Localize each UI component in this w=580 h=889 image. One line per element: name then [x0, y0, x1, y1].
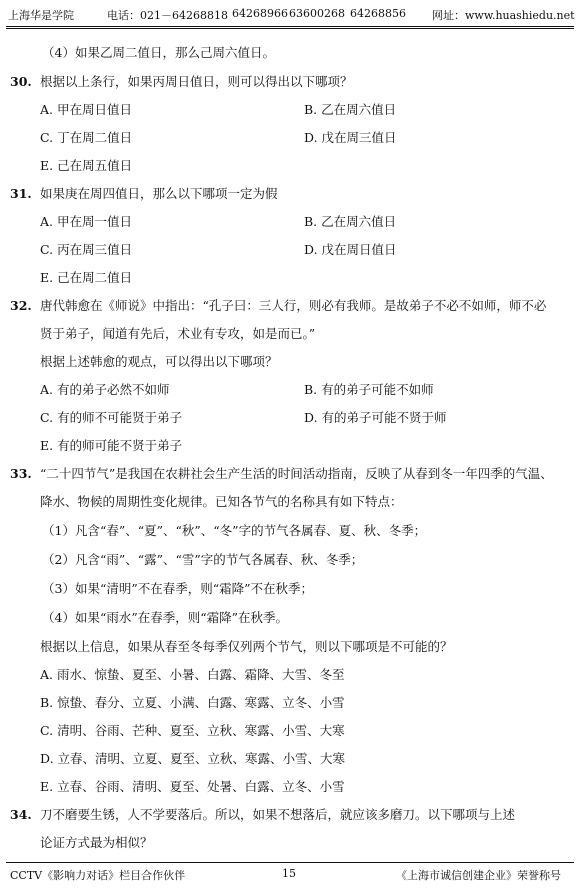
option-a: A. 甲在周一值日: [40, 214, 132, 229]
condition-1: （1）凡含“春”、“夏”、“秋”、“冬”字的节气各属春、夏、秋、冬季；: [42, 523, 427, 538]
header-phone-3: 63600268: [289, 7, 345, 20]
option-a: A. 雨水、惊蛰、夏至、小暑、白露、霜降、大雪、冬至: [40, 667, 345, 682]
question-stem: “二十四节气”是我国在农耕社会生产生活的时间活动指南，反映了从春到冬一年四季的气温、: [40, 466, 553, 481]
header-phone-2: 64268966: [232, 7, 288, 20]
footer-rule: [6, 862, 574, 863]
question-prompt: 根据以上信息，如果从春至冬每季仅列两个节气，则以下哪项是不可能的？: [40, 639, 453, 654]
condition-3: （3）如果“清明”不在春季，则“霜降”不在秋季；: [42, 581, 314, 596]
question-number: 32.: [10, 298, 32, 313]
option-e: E. 立春、谷雨、清明、夏至、处暑、白露、立冬、小雪: [40, 779, 345, 794]
page-header: [0, 0, 580, 30]
option-c: C. 丁在周二值日: [40, 130, 133, 145]
prev-condition: （4）如果乙周二值日，那么己周六值日。: [42, 45, 275, 60]
header-rule: [6, 26, 574, 27]
option-c: C. 清明、谷雨、芒种、夏至、立秋、寒露、小雪、大寒: [40, 723, 345, 738]
page-number: 15: [282, 867, 296, 880]
option-c: C. 有的师不可能贤于弟子: [40, 410, 183, 425]
option-d: D. 有的弟子可能不贤于师: [304, 410, 447, 425]
header-school: 上海华是学院: [8, 9, 74, 22]
option-c: C. 丙在周三值日: [40, 242, 133, 257]
footer-right: 《上海市诚信创建企业》荣誉称号: [396, 869, 561, 882]
question-number: 31.: [10, 186, 32, 201]
footer-left: CCTV《影响力对话》栏目合作伙伴: [10, 869, 186, 882]
option-b: B. 乙在周六值日: [304, 214, 397, 229]
option-b: B. 惊蛰、春分、立夏、小满、白露、寒露、立冬、小雪: [40, 695, 345, 710]
option-d: D. 立春、清明、立夏、夏至、立秋、寒露、小雪、大寒: [40, 751, 346, 766]
option-d: D. 戊在周日值日: [304, 242, 397, 257]
option-a: A. 有的弟子必然不如师: [40, 382, 170, 397]
question-stem: 刀不磨要生锈，人不学要落后。所以，如果不想落后，就应该多磨刀。以下哪项与上述: [40, 807, 516, 822]
option-e: E. 有的师可能不贤于弟子: [40, 438, 183, 453]
question-stem-line-2: 论证方式最为相似？: [40, 835, 153, 850]
question-number: 30.: [10, 74, 32, 89]
question-stem: 如果庚在周四值日，那么以下哪项一定为假: [40, 186, 278, 201]
question-stem-line-2: 降水、物候的周期性变化规律。已知各节气的名称具有如下特点：: [40, 494, 403, 509]
question-stem-line-2: 贤于弟子，闻道有先后，术业有专攻，如是而已。”: [40, 326, 316, 341]
condition-4: （4）如果“雨水”在春季，则“霜降”在秋季。: [42, 610, 289, 625]
header-phone: 电话：021－64268818: [107, 9, 228, 22]
header-phone-4: 64268856: [350, 7, 406, 20]
question-prompt: 根据上述韩愈的观点，可以得出以下哪项？: [40, 354, 278, 369]
option-e: E. 己在周五值日: [40, 158, 133, 173]
option-b: B. 有的弟子可能不如师: [304, 382, 434, 397]
question-stem: 根据以上条行，如果丙周日值日，则可以得出以下哪项？: [40, 74, 353, 89]
option-a: A. 甲在周日值日: [40, 102, 132, 117]
question-stem: 唐代韩愈在《师说》中指出：“孔子曰：三人行，则必有我师。是故弟子不必不如师，师不必: [40, 298, 547, 313]
question-number: 34.: [10, 807, 32, 822]
option-b: B. 乙在周六值日: [304, 102, 397, 117]
header-website: 网址：www.huashiedu.net: [432, 9, 575, 22]
question-number: 33.: [10, 466, 32, 481]
option-d: D. 戊在周三值日: [304, 130, 397, 145]
condition-2: （2）凡含“雨”、“露”、“雪”字的节气各属春、秋、冬季；: [42, 552, 364, 567]
option-e: E. 己在周二值日: [40, 270, 133, 285]
header-rule-2: [6, 28, 574, 29]
